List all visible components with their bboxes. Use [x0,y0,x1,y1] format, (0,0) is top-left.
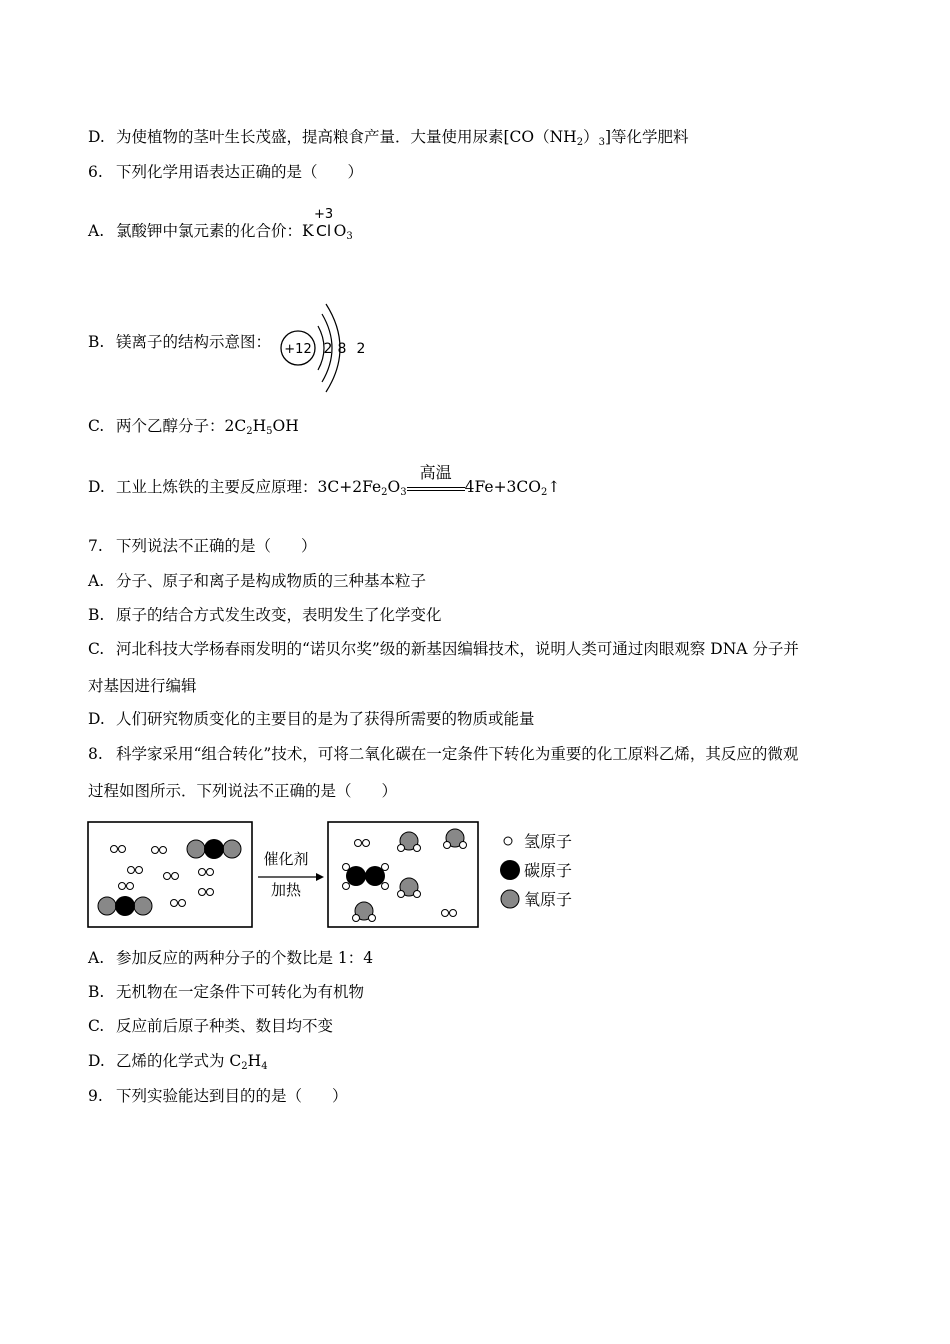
q6-option-a: A. 氯酸钾中氯元素的化合价：K +3 Cl $O_3$ [88,207,353,242]
q6-option-d: D. 工业上炼铁的主要反应原理：$3C+2Fe_2O_3$ 高温 $4Fe+3CO_2↑$ [88,463,561,498]
q7-option-b: B. 原子的结合方式发生改变，表明发生了化学变化 [88,606,442,624]
reaction-condition: 高温 [407,477,465,497]
q7-option-c: C. 河北科技大学杨春雨发明的“诺贝尔奖”级的新基因编辑技术，说明人类可通过肉眼观察 DNA 分子并 [88,640,799,658]
legend-hydrogen-label: 氢原子 [524,832,573,851]
co2-molecule-2 [98,896,152,916]
legend [500,832,572,909]
equals-line-top [407,487,465,488]
q8-option-a: A. 参加反应的两种分子的个数比是 1：4 [88,949,374,967]
co2-molecule-1 [187,839,241,859]
shell-count-1: 2 [323,341,333,357]
legend-hydrogen-swatch [504,837,512,845]
q8-option-c: C. 反应前后原子种类、数目均不变 [88,1017,334,1035]
q8-option-b: B. 无机物在一定条件下可转化为有机物 [88,983,365,1001]
reaction-arrow-head [316,873,324,881]
q7-option-d: D. 人们研究物质变化的主要目的是为了获得所需要的物质或能量 [88,710,535,728]
q8-stem: 8. 科学家采用“组合转化”技术，可将二氧化碳在一定条件下转化为重要的化工原料乙烯，其反应的微观 [88,745,799,763]
mg-ion-structure-diagram [278,292,370,404]
chlorine-with-valence: +3 Cl [314,207,334,240]
condition-catalyst: 催化剂 [263,850,309,868]
legend-oxygen-swatch [501,890,519,908]
q8-option-d: D. 乙烯的化学式为 $C_2H_4$ [88,1052,268,1072]
shell-count-2: 8 [337,341,347,357]
nucleus-charge: +12 [284,342,312,357]
q5-option-d: D. 为使植物的茎叶生长茂盛，提高粮食产量．大量使用尿素$[CO(NH_2)_3]$等化学肥料 [88,128,689,148]
q6-option-b: B. 镁离子的结构示意图： [88,333,272,351]
condition-heating: 加热 [270,881,302,899]
q7-option-c-continued: 对基因进行编辑 [88,677,197,695]
q7-stem: 7. 下列说法不正确的是（ ） [88,537,317,555]
legend-carbon-label: 碳原子 [524,861,573,880]
q8-stem-continued: 过程如图所示．下列说法不正确的是（ ） [88,782,398,800]
q7-option-a: A. 分子、原子和离子是构成物质的三种基本粒子 [88,572,427,590]
shell-count-3: 2 [356,341,366,357]
legend-oxygen-label: 氧原子 [524,890,573,909]
q6-option-c: C. 两个乙醇分子：$2C_2H_5OH$ [88,417,299,437]
legend-carbon-swatch [500,860,520,880]
equals-line-bottom [407,490,465,491]
reaction-micro-diagram [86,819,586,931]
q9-stem: 9. 下列实验能达到目的的是（ ） [88,1087,348,1105]
q6-stem: 6. 下列化学用语表达正确的是（ ） [88,163,364,181]
